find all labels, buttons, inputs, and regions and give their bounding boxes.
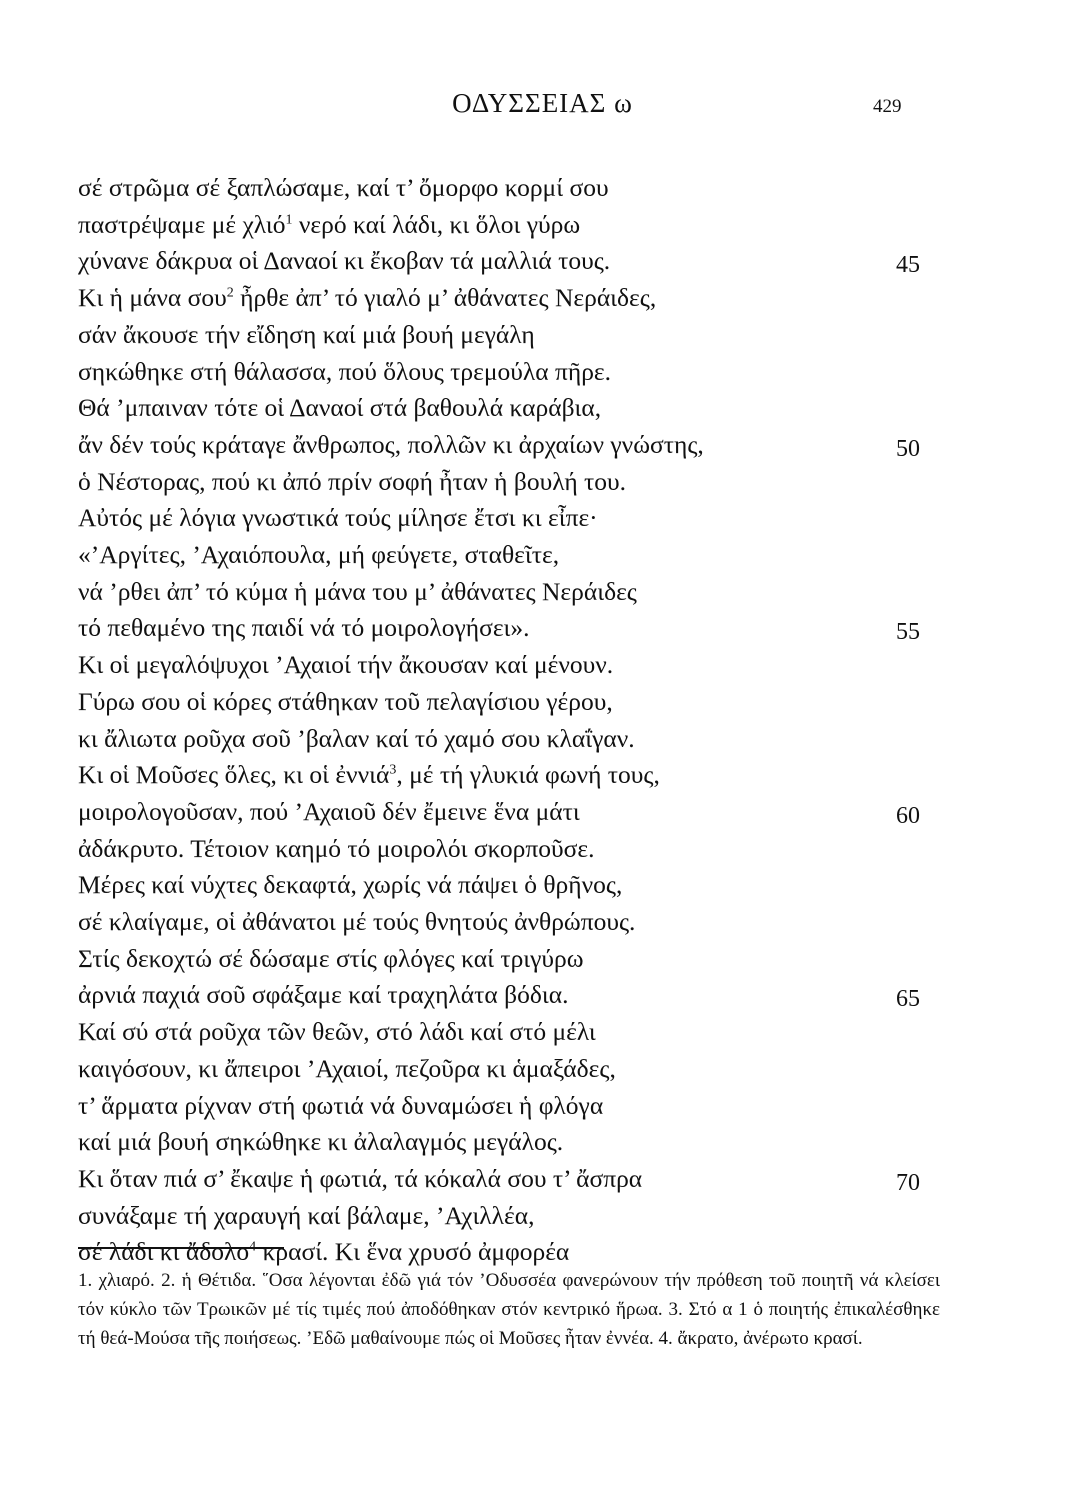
running-title: ΟΔΥΣΣΕΙΑΣ ω bbox=[452, 88, 633, 118]
line-number: 55 bbox=[896, 619, 920, 645]
verse-line bbox=[78, 1122, 563, 1162]
footnote-text: 1. χλιαρό. 2. ἡ Θέτιδα. ῞Οσα λέγονται ἐδῶ γιά τόν ’Οδυσσέα φανερώνουν τήν πρόθεση τοῦ ποιητῆ νά κλείσει τόν κύκλο τῶν Τρωικῶν μέ τίς τιμές πού ἀποδόθηκαν στόν κεντρικό ἥρωα. 3. Στό α 1 ὁ ποιητής ἐπικαλέσθηκε τή θεά-Μούσα τῆς ποιήσεως. ’Εδῶ μαθαίνουμε πώς οἱ Μοῦσες ἦταν ἐννέα. 4. ἄκρατο, ἀνέρωτο κρασί. bbox=[78, 1270, 940, 1349]
footnote-marker: 2 bbox=[226, 285, 234, 301]
verse-line bbox=[78, 1012, 596, 1052]
verse-text: παστρέψαμε μέ χλιό bbox=[78, 210, 286, 239]
verse-text-continued: ἦρθε ἀπ’ τό γιαλό μ’ ἀθάνατες Νεράιδες, bbox=[233, 283, 657, 312]
verse-text: τό πεθαμένο της παιδί νά τό μοιρολογήσει». bbox=[78, 613, 530, 642]
verse-text: «’Αργίτες, ’Αχαιόπουλα, μή φεύγετε, σταθεῖτε, bbox=[78, 540, 560, 569]
verse-line bbox=[78, 645, 613, 685]
verse-line bbox=[78, 498, 598, 538]
verse-line bbox=[78, 205, 580, 245]
verse-text: σηκώθηκε στή θάλασσα, πού ὅλους τρεμούλα πῆρε. bbox=[78, 357, 612, 386]
verse-text: σέ κλαίγαμε, οἱ ἀθάνατοι μέ τούς θνητούς ἀνθρώπους. bbox=[78, 907, 636, 936]
page-number: 429 bbox=[873, 96, 902, 117]
verse-text: σάν ἄκουσε τήν εἴδηση καί μιά βουή μεγάλη bbox=[78, 320, 535, 349]
line-number: 65 bbox=[896, 986, 920, 1012]
verse-text: Κι οἱ Μοῦσες ὅλες, κι οἱ ἐννιά bbox=[78, 760, 390, 789]
line-number: 60 bbox=[896, 803, 920, 829]
verse-text-continued: , μέ τή γλυκιά φωνή τους, bbox=[396, 760, 660, 789]
verse-line bbox=[78, 829, 594, 869]
verse-text: χύνανε δάκρυα οἱ Δαναοί κι ἔκοβαν τά μαλλιά τους. bbox=[78, 246, 611, 275]
verse-line bbox=[78, 388, 601, 428]
verse-line bbox=[78, 1159, 642, 1199]
verse-line bbox=[78, 608, 530, 648]
verse-text: Θά ’μπαιναν τότε οἱ Δαναοί στά βαθουλά καράβια, bbox=[78, 393, 602, 422]
verse-text-continued: νερό καί λάδι, κι ὅλοι γύρω bbox=[292, 210, 581, 239]
verse-text: ἀρνιά παχιά σοῦ σφάξαμε καί τραχηλάτα βόδια. bbox=[78, 980, 569, 1009]
verse-text: νά ’ρθει ἀπ’ τό κύμα ἡ μάνα του μ’ ἀθάνατες Νεράιδες bbox=[78, 577, 637, 606]
verse-line bbox=[78, 792, 580, 832]
verse-line bbox=[78, 1086, 603, 1126]
verse-text: μοιρολογοῦσαν, πού ’Αχαιοῦ δέν ἔμεινε ἕνα μάτι bbox=[78, 797, 580, 826]
line-number: 70 bbox=[896, 1170, 920, 1196]
line-number: 50 bbox=[896, 436, 920, 462]
footnote-marker: 1 bbox=[285, 212, 293, 228]
verse-text-continued: κρασί. Κι ἕνα χρυσό ἀμφορέα bbox=[256, 1237, 570, 1266]
verse-text: Αὐτός μέ λόγια γνωστικά τούς μίλησε ἔτσι κι εἶπε· bbox=[78, 503, 598, 532]
verse-text: καί μιά βουή σηκώθηκε κι ἀλαλαγμός μεγάλος. bbox=[78, 1127, 564, 1156]
verse-line bbox=[78, 719, 635, 759]
verse-line bbox=[78, 1196, 534, 1236]
verse-text: ὁ Νέστορας, πού κι ἀπό πρίν σοφή ἦταν ἡ βουλή του. bbox=[78, 467, 627, 496]
verse-text: Καί σύ στά ροῦχα τῶν θεῶν, στό λάδι καί στό μέλι bbox=[78, 1017, 596, 1046]
verse-text: Κι οἱ μεγαλόψυχοι ’Αχαιοί τήν ἄκουσαν καί μένουν. bbox=[78, 650, 614, 679]
verse-text: καιγόσουν, κι ἄπειροι ’Αχαιοί, πεζοῦρα κι ἁμαξάδες, bbox=[78, 1054, 616, 1083]
verse-line bbox=[78, 352, 611, 392]
verse-line bbox=[78, 425, 704, 465]
verse-text: ἀδάκρυτο. Τέτοιον καημό τό μοιρολόι σκορποῦσε. bbox=[78, 834, 595, 863]
verse-text: κι ἄλιωτα ροῦχα σοῦ ’βαλαν καί τό χαμό σου κλαΐγαν. bbox=[78, 724, 635, 753]
line-number: 45 bbox=[896, 252, 920, 278]
verse-text: Κι ὅταν πιά σ’ ἔκαψε ἡ φωτιά, τά κόκαλά σου τ’ ἄσπρα bbox=[78, 1164, 643, 1193]
footnote-marker: 3 bbox=[389, 762, 397, 778]
verse-text: Γύρω σου οἱ κόρες στάθηκαν τοῦ πελαγίσιου γέρου, bbox=[78, 687, 613, 716]
verse-line bbox=[78, 939, 584, 979]
verse-line bbox=[78, 1049, 616, 1089]
verse-line bbox=[78, 315, 535, 355]
verse-line bbox=[78, 462, 626, 502]
verse-line bbox=[78, 278, 656, 318]
verse-text: Στίς δεκοχτώ σέ δώσαμε στίς φλόγες καί τριγύρω bbox=[78, 944, 584, 973]
verse-text: συνάξαμε τή χαραυγή καί βάλαμε, ’Αχιλλέα, bbox=[78, 1201, 535, 1230]
verse-text: Κι ἡ μάνα σου bbox=[78, 283, 227, 312]
verse-line bbox=[78, 755, 660, 795]
verse-line bbox=[78, 865, 622, 905]
verse-line bbox=[78, 975, 568, 1015]
verse-line bbox=[78, 682, 613, 722]
footnotes bbox=[78, 1266, 940, 1353]
footnote-marker: 4 bbox=[249, 1239, 257, 1255]
verse-line bbox=[78, 572, 637, 612]
verse-text: σέ στρῶμα σέ ξαπλώσαμε, καί τ’ ὄμορφο κορμί σου bbox=[78, 173, 609, 202]
verse-line bbox=[78, 902, 635, 942]
verse-text: ἄν δέν τούς κράταγε ἄνθρωπος, πολλῶν κι ἀρχαίων γνώστης, bbox=[78, 430, 704, 459]
verse-line bbox=[78, 168, 609, 208]
verse-line bbox=[78, 241, 610, 281]
footnote-divider bbox=[78, 1247, 284, 1249]
verse-text: Μέρες καί νύχτες δεκαφτά, χωρίς νά πάψει ὁ θρῆνος, bbox=[78, 870, 623, 899]
verse-text: τ’ ἅρματα ρίχναν στή φωτιά νά δυναμώσει ἡ φλόγα bbox=[78, 1091, 604, 1120]
verse-line bbox=[78, 535, 559, 575]
verse-text: σέ λάδι κι ἄδολο bbox=[78, 1237, 250, 1266]
